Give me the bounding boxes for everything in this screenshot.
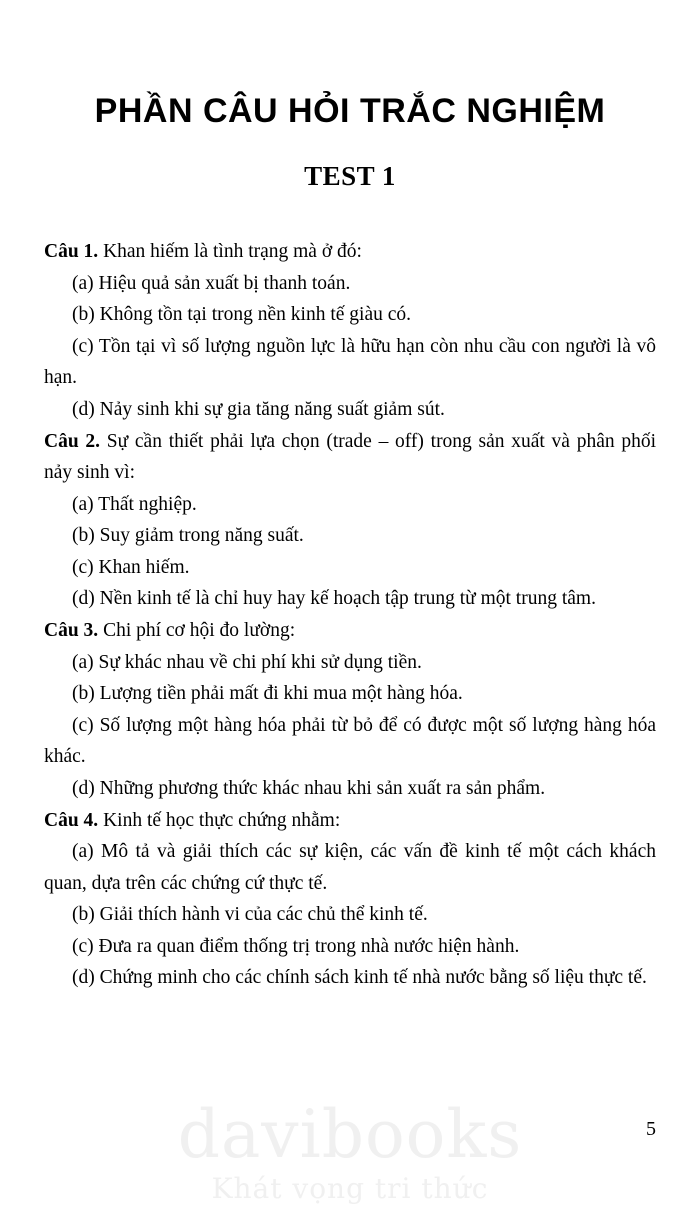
option-d: (d) Nảy sinh khi sự gia tăng năng suất giảm sút.: [72, 398, 445, 420]
question-stem: [44, 615, 656, 647]
option-a: (a) Hiệu quả sản xuất bị thanh toán.: [72, 272, 351, 294]
option-c: (c) Tồn tại vì số lượng nguồn lực là hữu hạn còn nhu cầu con người là vô hạn.: [44, 335, 656, 389]
question-text: Kinh tế học thực chứng nhằm:: [103, 809, 341, 831]
option-b: (b) Giải thích hành vi của các chủ thể kinh tế.: [72, 904, 428, 926]
question-item: [44, 615, 656, 804]
question-text: Sự cần thiết phải lựa chọn (trade – off) trong sản xuất và phân phối nảy sinh vì:: [44, 430, 656, 484]
option-d: (d) Chứng minh cho các chính sách kinh tế nhà nước bằng số liệu thực tế.: [72, 967, 647, 989]
option-c: (c) Khan hiếm.: [72, 556, 190, 578]
question-list: [44, 236, 656, 994]
option-a: (a) Mô tả và giải thích các sự kiện, các vấn đề kinh tế một cách khách quan, dựa trên các chứng cứ thực tế.: [44, 841, 656, 894]
watermark-main: davibooks: [177, 1096, 523, 1173]
document-page: [0, 92, 700, 1215]
option-a: (a) Thất nghiệp.: [72, 493, 197, 515]
watermark-sub: Khát vọng tri thức: [211, 1172, 489, 1205]
question-number: Câu 1.: [44, 241, 99, 263]
page-number: 5: [646, 1118, 656, 1140]
question-item: [44, 426, 656, 615]
option-d: (d) Nền kinh tế là chỉ huy hay kế hoạch tập trung từ một trung tâm.: [72, 588, 596, 610]
question-item: [44, 805, 656, 994]
question-text: Chi phí cơ hội đo lường:: [103, 620, 296, 642]
watermark: [0, 1096, 700, 1205]
option-d: (d) Những phương thức khác nhau khi sản xuất ra sản phẩm.: [72, 777, 546, 799]
page-title: PHẦN CÂU HỎI TRẮC NGHIỆM: [94, 92, 606, 130]
option-b: (b) Suy giảm trong năng suất.: [72, 525, 304, 547]
section-title: TEST 1: [304, 161, 396, 192]
question-stem: [44, 805, 656, 837]
option-a: (a) Sự khác nhau về chi phí khi sử dụng tiền.: [72, 651, 422, 673]
option-c: (c) Đưa ra quan điểm thống trị trong nhà nước hiện hành.: [72, 935, 520, 957]
question-text: Khan hiếm là tình trạng mà ở đó:: [103, 241, 362, 263]
option-c: (c) Số lượng một hàng hóa phải từ bỏ để có được một số lượng hàng hóa khác.: [44, 714, 656, 768]
question-stem: [44, 236, 656, 268]
option-b: (b) Không tồn tại trong nền kinh tế giàu có.: [72, 304, 412, 326]
question-stem: [44, 426, 656, 489]
question-number: Câu 3.: [44, 620, 99, 642]
question-number: Câu 4.: [44, 809, 99, 831]
option-b: (b) Lượng tiền phải mất đi khi mua một hàng hóa.: [72, 683, 463, 705]
question-item: [44, 236, 656, 425]
question-number: Câu 2.: [44, 430, 101, 452]
